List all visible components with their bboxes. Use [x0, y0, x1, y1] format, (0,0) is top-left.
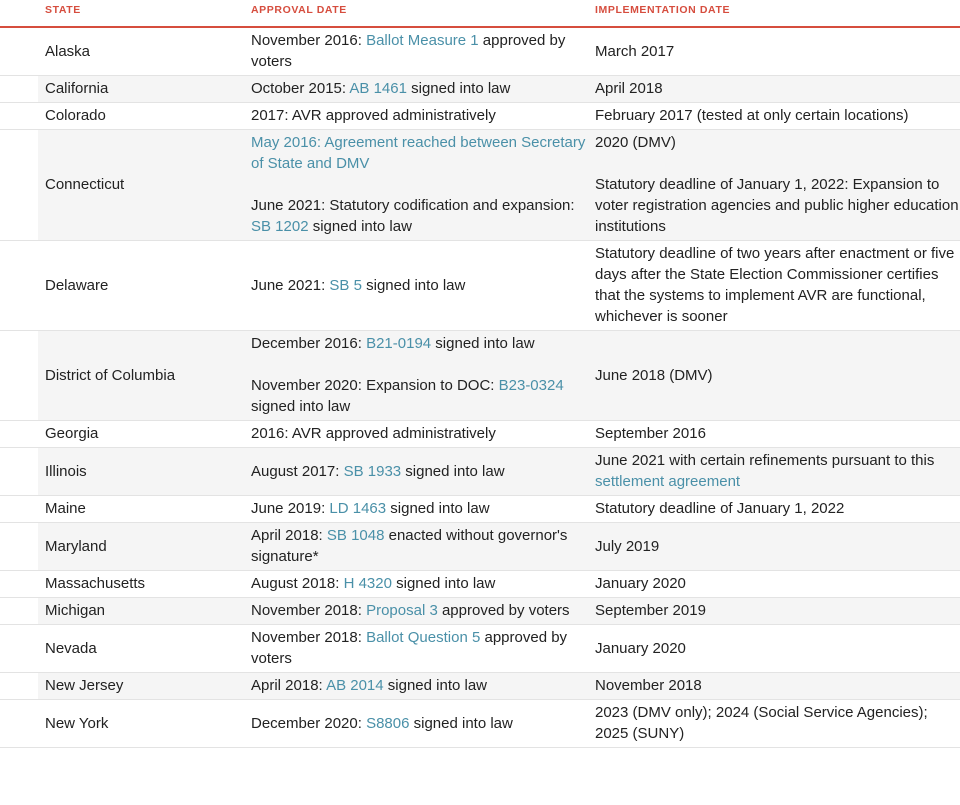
sb-1202-link[interactable]: SB 1202 [251, 218, 309, 235]
ballot-measure-1-link[interactable]: Ballot Measure 1 [366, 32, 479, 49]
implementation-cell: 2020 (DMV) Statutory deadline of January 1, 2022: Expansion to voter registration agencies and public higher education institutions [595, 130, 960, 241]
table-row [0, 523, 960, 571]
sb-1933-link[interactable]: SB 1933 [343, 462, 402, 480]
table-row [0, 130, 960, 241]
implementation-cell: June 2018 (DMV) [595, 331, 960, 421]
table-row [0, 27, 960, 76]
table-row [0, 496, 960, 523]
sb-5-link[interactable]: SB 5 [329, 276, 362, 294]
implementation-cell: January 2020 [595, 639, 686, 657]
header-implementation-date[interactable]: IMPLEMENTATION DATE [595, 0, 960, 27]
header-approval-date[interactable]: APPROVAL DATE [251, 0, 595, 27]
table-row [0, 673, 960, 700]
implementation-cell: April 2018 [595, 76, 960, 103]
b21-0194-link[interactable]: B21-0194 [366, 335, 432, 352]
implementation-cell: 2023 (DMV only); 2024 (Social Service Agencies); 2025 (SUNY) [595, 704, 928, 742]
approval-cell: August 2018: H 4320 signed into law [251, 575, 496, 592]
implementation-cell: September 2016 [595, 425, 706, 442]
approval-cell: May 2016: Agreement reached between Secretary of State and DMV June 2021: Statutory codification and expansion: SB 1202 signed into law [251, 130, 595, 241]
state-cell: California [0, 76, 251, 103]
state-cell: Colorado [45, 107, 106, 124]
state-cell: Connecticut [0, 130, 251, 241]
state-cell: Maryland [0, 523, 251, 571]
state-cell: Alaska [45, 42, 91, 60]
ld-1463-link[interactable]: LD 1463 [329, 500, 387, 517]
approval-cell: November 2018: Ballot Question 5 approved by voters [251, 629, 568, 667]
implementation-cell: November 2018 [595, 673, 960, 700]
implementation-cell: Statutory deadline of two years after enactment or five days after the State Election Commissioner certifies that the systems to implement AVR are functional, whichever is sooner [595, 245, 955, 325]
state-cell: New Jersey [0, 673, 251, 700]
table-row [0, 241, 960, 331]
state-cell: District of Columbia [0, 331, 251, 421]
approval-cell: October 2015: AB 1461 signed into law [251, 76, 595, 103]
approval-cell: November 2018: Proposal 3 approved by voters [251, 598, 595, 625]
table-row [0, 625, 960, 673]
implementation-cell: July 2019 [595, 523, 960, 571]
state-cell: New York [45, 714, 109, 732]
settlement-agreement-link[interactable]: settlement agreement [595, 473, 741, 490]
ct-agreement-link[interactable]: May 2016: Agreement reached between Secretary of State and DMV [251, 134, 586, 172]
b23-0324-link[interactable]: B23-0324 [498, 377, 564, 394]
ab-2014-link[interactable]: AB 2014 [326, 677, 384, 694]
s8806-link[interactable]: S8806 [366, 714, 410, 732]
ballot-question-5-link[interactable]: Ballot Question 5 [366, 629, 481, 646]
approval-cell: December 2016: B21-0194 signed into law November 2020: Expansion to DOC: B23-0324 signed into law [251, 331, 595, 421]
table-row [0, 76, 960, 103]
table-row [0, 700, 960, 748]
approval-cell: April 2018: SB 1048 enacted without governor's signature* [251, 523, 595, 571]
table-row [0, 598, 960, 625]
table-row [0, 331, 960, 421]
approval-cell: June 2019: LD 1463 signed into law [251, 500, 490, 517]
implementation-cell: June 2021 with certain refinements pursuant to this settlement agreement [595, 448, 960, 496]
proposal-3-link[interactable]: Proposal 3 [366, 602, 438, 619]
state-cell: Illinois [0, 448, 251, 496]
table-row [0, 448, 960, 496]
state-cell: Michigan [0, 598, 251, 625]
approval-cell: 2017: AVR approved administratively [251, 107, 496, 124]
implementation-cell: February 2017 (tested at only certain locations) [595, 107, 909, 124]
approval-cell: December 2020: S8806 signed into law [251, 714, 513, 732]
table-row [0, 103, 960, 130]
implementation-cell: January 2020 [595, 575, 686, 592]
implementation-cell: September 2019 [595, 598, 960, 625]
table-row [0, 421, 960, 448]
table-header-row [0, 0, 960, 27]
approval-cell: 2016: AVR approved administratively [251, 425, 496, 442]
state-cell: Massachusetts [45, 575, 146, 592]
state-cell: Delaware [45, 276, 109, 294]
approval-cell: November 2016: Ballot Measure 1 approved by voters [251, 32, 566, 70]
implementation-cell: Statutory deadline of January 1, 2022 [595, 500, 845, 517]
sb-1048-link[interactable]: SB 1048 [326, 527, 385, 544]
state-cell: Maine [45, 500, 86, 517]
state-cell: Nevada [45, 639, 97, 657]
implementation-cell: March 2017 [595, 42, 675, 60]
table-row [0, 571, 960, 598]
header-state[interactable]: STATE [0, 0, 251, 27]
approval-cell: April 2018: AB 2014 signed into law [251, 673, 595, 700]
state-cell: Georgia [45, 425, 99, 442]
approval-cell: August 2017: SB 1933 signed into law [251, 448, 595, 496]
ab-1461-link[interactable]: AB 1461 [349, 80, 407, 97]
h-4320-link[interactable]: H 4320 [343, 575, 392, 592]
approval-cell: June 2021: SB 5 signed into law [251, 276, 466, 294]
